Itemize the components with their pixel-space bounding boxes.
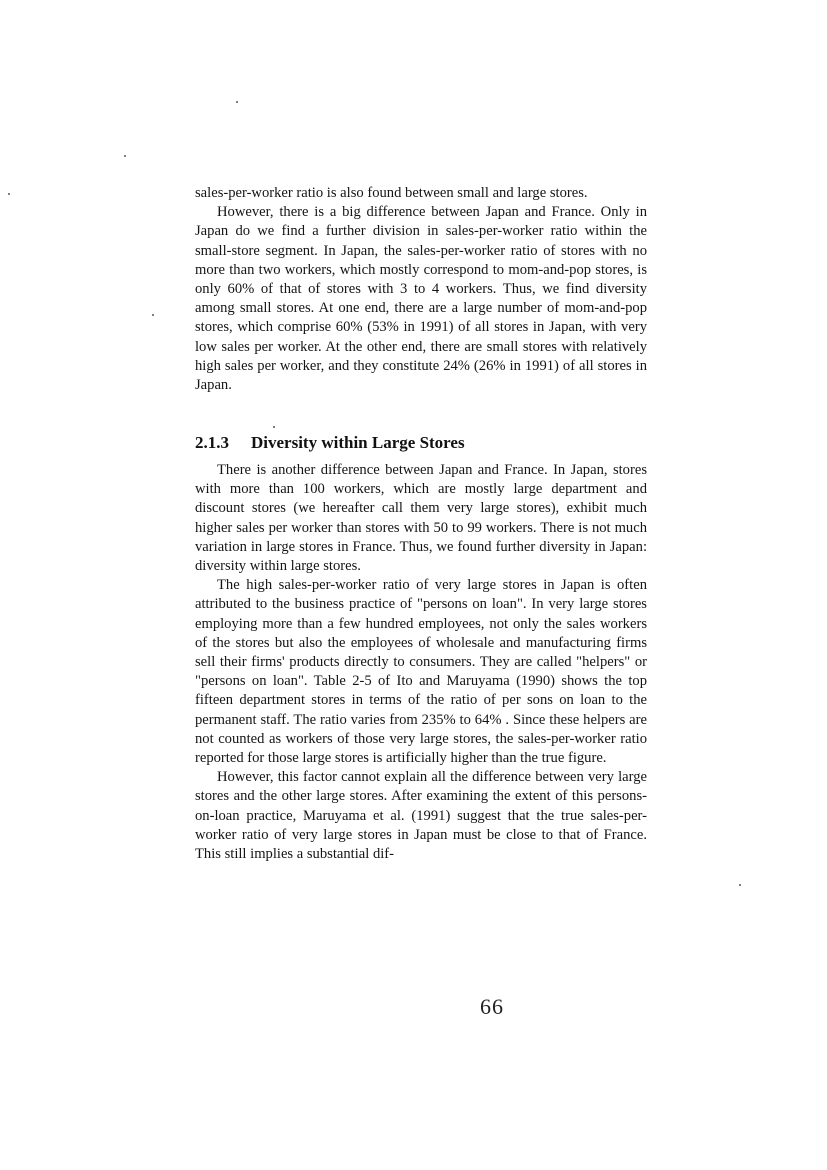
- section-heading: [195, 432, 647, 454]
- body-text-bottom: [195, 461, 647, 864]
- scan-speck: [152, 314, 154, 316]
- scan-speck: [739, 884, 741, 886]
- paragraph-continuation: sales-per-worker ratio is also found between small and large stores.: [195, 185, 588, 201]
- body-text-top: [195, 184, 647, 395]
- scan-speck: [124, 155, 126, 157]
- paragraph-large-stores: There is another difference between Japan and France. In Japan, stores with more than 100 workers, which are mostly large department and discount stores (we hereafter call them very large stores), exhibit much higher sales per worker than stores with 50 to 99 workers. There is not much variation in large stores in France. Thus, we found further diversity in Japan: diversity within large stores.: [195, 462, 647, 575]
- section-number: 2.1.3: [195, 433, 229, 452]
- page-number: 66: [480, 994, 504, 1019]
- section-title: Diversity within Large Stores: [251, 433, 465, 452]
- paragraph-japan-france: However, there is a big difference between Japan and France. Only in Japan do we find a further division in sales-per-worker ratio within the small-store segment. In Japan, the sales-per-worker ratio of stores with no more than two workers, which mostly correspond to mom-and-pop stores, is only 60% of that of stores with 3 to 4 workers. Thus, we find diversity among small stores. At one end, there are a large number of mom-and-pop stores, which comprise 60% (53% in 1991) of all stores in Japan, with very low sales per worker. At the other end, there are small stores with relatively high sales per worker, and they constitute 24% (26% in 1991) of all stores in Japan.: [195, 204, 647, 394]
- scan-speck: [8, 193, 10, 195]
- paragraph-factor: However, this factor cannot explain all the difference between very large stores and the other large stores. After examining the extent of this persons-on-loan practice, Maruyama et al. (1991) suggest that the true sales-per-worker ratio of very large stores in Japan must be close to that of France. This still implies a substantial dif-: [195, 769, 647, 863]
- scan-speck: [236, 101, 238, 103]
- scan-speck: [273, 426, 275, 428]
- paragraph-persons-on-loan: The high sales-per-worker ratio of very large stores in Japan is often attributed to the business practice of "persons on loan". In very large stores employing more than a few hundred employees, not only the sales workers of the stores but also the employees of wholesale and manufacturing firms sell their firms' products directly to consumers. They are called "helpers" or "persons on loan". Table 2-5 of Ito and Maruyama (1990) shows the top fifteen department stores in terms of the ratio of per sons on loan to the permanent staff. The ratio varies from 235% to 64% . Since these helpers are not counted as workers of those very large stores, the sales-per-worker ratio reported for those large stores is artificially higher than the true figure.: [195, 577, 647, 767]
